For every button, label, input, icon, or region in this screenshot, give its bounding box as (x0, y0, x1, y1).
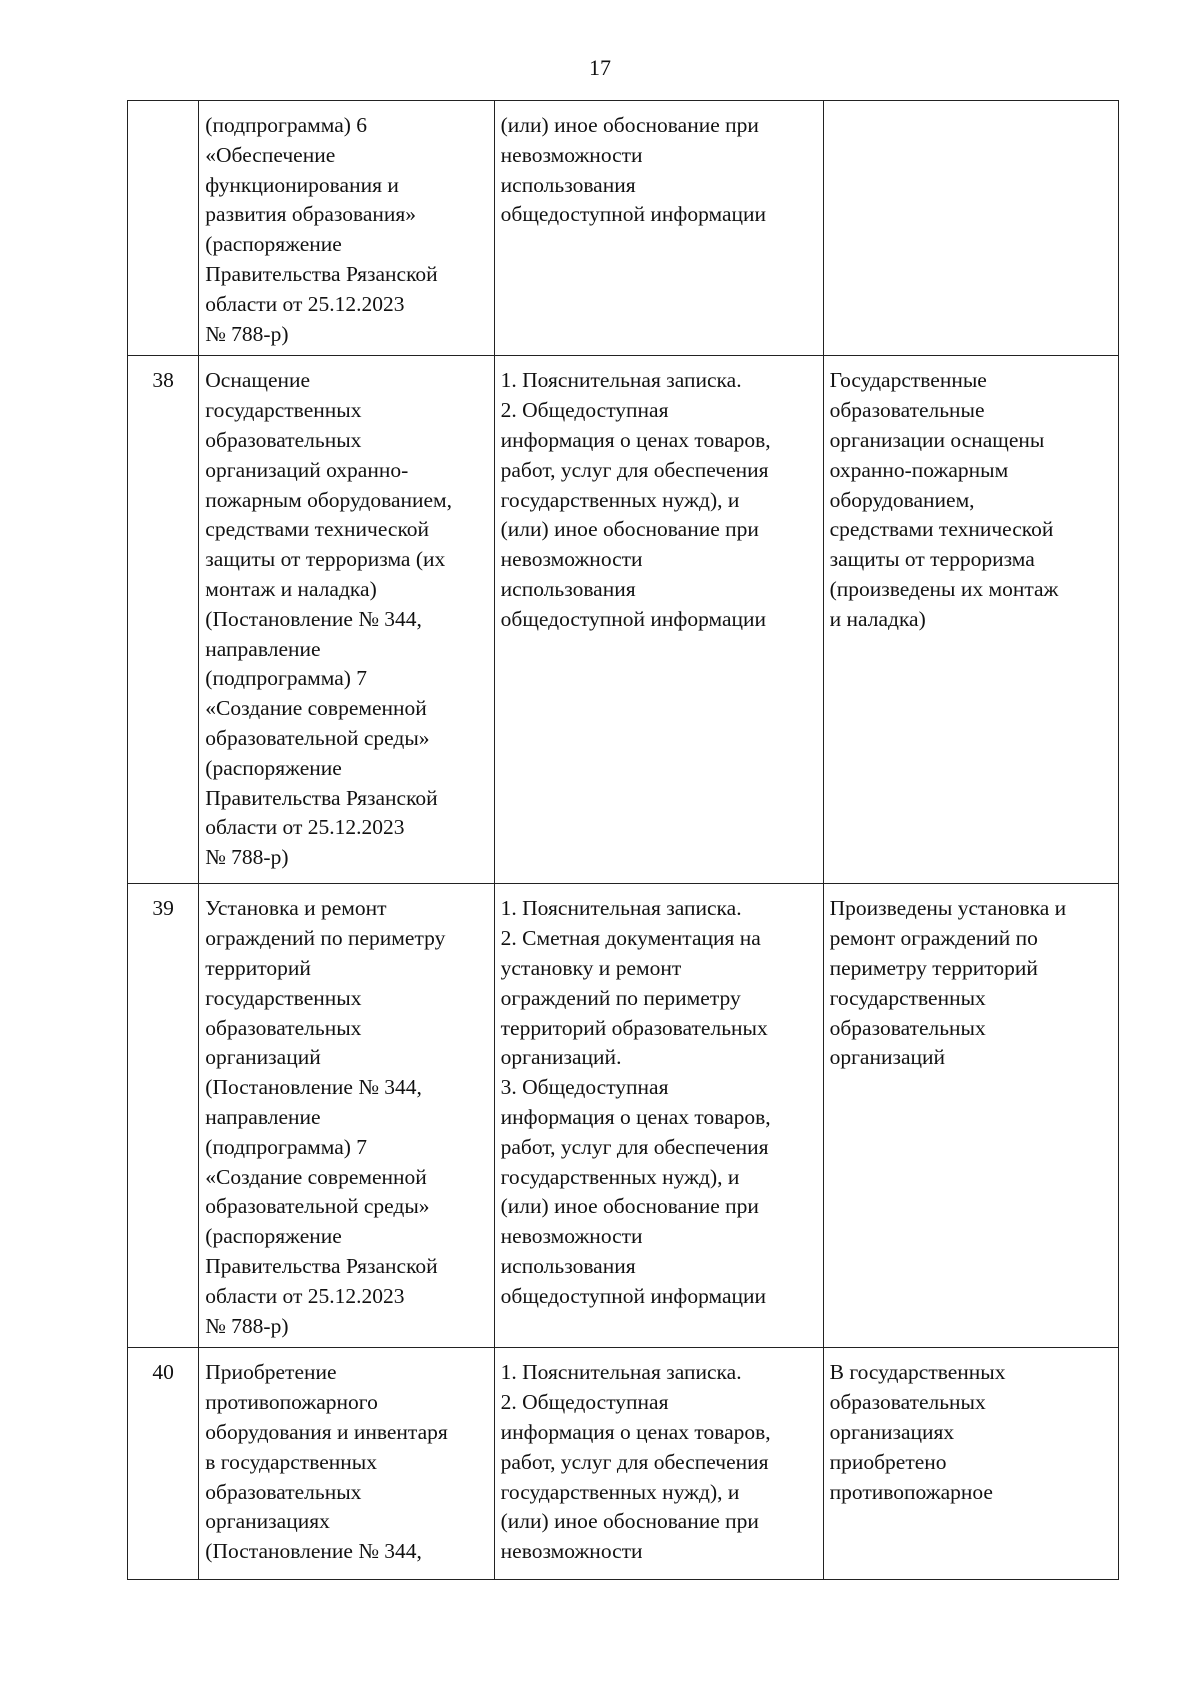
activity-name-line: № 788-р) (205, 1313, 289, 1338)
documents-line: 1. Пояснительная записка. (500, 1360, 742, 1385)
table-row (128, 101, 1119, 356)
activity-name-line: (Постановление № 344, (205, 1075, 422, 1100)
row-number-cell: 40 (128, 1348, 199, 1580)
documents-cell (494, 884, 823, 1348)
documents-line: работ, услуг для обеспечения (500, 1449, 769, 1474)
result-cell (823, 101, 1118, 356)
documents-line: (или) иное обоснование при (500, 1509, 759, 1534)
activity-name-line: (подпрограмма) 7 (205, 1134, 368, 1159)
table-row (128, 884, 1119, 1348)
documents-cell (494, 1348, 823, 1580)
row-number-cell: 38 (128, 356, 199, 884)
result-line: ремонт ограждений по (829, 926, 1038, 951)
activity-name-line: организациях (205, 1509, 330, 1534)
result-line: организации оснащены (829, 427, 1045, 452)
result-cell (823, 1348, 1118, 1580)
result-line: оборудованием, (829, 487, 975, 512)
result-line: Произведены установка и (829, 896, 1067, 921)
documents-line: использования (500, 172, 636, 197)
documents-line: 3. Общедоступная (500, 1075, 669, 1100)
activity-name-line: Оснащение (205, 368, 311, 393)
activity-name-line: Правительства Рязанской (205, 785, 438, 810)
documents-line: (или) иное обоснование при (500, 517, 759, 542)
activity-name-line: образовательных (205, 427, 362, 452)
activity-name-line: государственных (205, 985, 362, 1010)
table-row (128, 1348, 1119, 1580)
documents-line: информация о ценах товаров, (500, 1419, 771, 1444)
row-number-cell (128, 101, 199, 356)
activity-name-line: образовательных (205, 1479, 362, 1504)
activity-name-line: развития образования» (205, 202, 417, 227)
result-line: охранно-пожарным (829, 457, 1009, 482)
activity-name-line: территорий (205, 955, 311, 980)
activity-name-line: № 788-р) (205, 321, 289, 346)
documents-line: невозможности (500, 1539, 643, 1564)
documents-line: территорий образовательных (500, 1015, 768, 1040)
documents-line: государственных нужд), и (500, 1479, 740, 1504)
activity-name-line: Правительства Рязанской (205, 1253, 438, 1278)
activity-name-line: Правительства Рязанской (205, 261, 438, 286)
result-line: образовательных (829, 1015, 986, 1040)
activity-name-cell (199, 101, 494, 356)
result-line: организациях (829, 1419, 955, 1444)
activity-name-line: организаций (205, 1045, 321, 1070)
result-line: и наладка) (829, 606, 926, 631)
activity-name-line: (распоряжение (205, 755, 342, 780)
activity-name-line: области от 25.12.2023 (205, 1283, 405, 1308)
documents-cell (494, 356, 823, 884)
activity-name-line: (распоряжение (205, 1224, 342, 1249)
activity-name-line: (Постановление № 344, (205, 606, 422, 631)
activity-name-line: «Создание современной (205, 696, 427, 721)
activity-name-line: государственных (205, 398, 362, 423)
documents-line: 2. Общедоступная (500, 1390, 669, 1415)
documents-cell (494, 101, 823, 356)
result-line: защиты от терроризма (829, 547, 1035, 572)
documents-line: работ, услуг для обеспечения (500, 1134, 769, 1159)
activity-name-line: (Постановление № 344, (205, 1539, 422, 1564)
result-cell (823, 884, 1118, 1348)
documents-line: использования (500, 1253, 636, 1278)
documents-line: 1. Пояснительная записка. (500, 368, 742, 393)
documents-line: общедоступной информации (500, 202, 767, 227)
activity-name-line: Приобретение (205, 1360, 337, 1385)
activity-name-line: организаций охранно- (205, 457, 409, 482)
result-line: В государственных (829, 1360, 1006, 1385)
page-number: 17 (589, 55, 611, 80)
result-line: периметру территорий (829, 955, 1038, 980)
result-line: образовательные (829, 398, 985, 423)
document-table (127, 100, 1119, 1580)
documents-line: государственных нужд), и (500, 487, 740, 512)
activity-name-line: Установка и ремонт (205, 896, 387, 921)
activity-name-line: ограждений по периметру (205, 926, 446, 951)
result-line: Государственные (829, 368, 987, 393)
documents-line: государственных нужд), и (500, 1164, 740, 1189)
documents-line: невозможности (500, 142, 643, 167)
documents-line: 2. Сметная документация на (500, 926, 761, 951)
activity-name-line: области от 25.12.2023 (205, 291, 405, 316)
documents-line: информация о ценах товаров, (500, 427, 771, 452)
activity-name-cell (199, 884, 494, 1348)
activity-name-line: образовательных (205, 1015, 362, 1040)
documents-line: (или) иное обоснование при (500, 1194, 759, 1219)
activity-name-line: области от 25.12.2023 (205, 815, 405, 840)
activity-name-line: направление (205, 636, 321, 661)
documents-line: 2. Общедоступная (500, 398, 669, 423)
result-cell (823, 356, 1118, 884)
activity-name-line: «Обеспечение (205, 142, 336, 167)
documents-line: работ, услуг для обеспечения (500, 457, 769, 482)
activity-name-line: образовательной среды» (205, 1194, 430, 1219)
activity-name-line: функционирования и (205, 172, 399, 197)
activity-name-line: пожарным оборудованием, (205, 487, 453, 512)
activity-name-line: в государственных (205, 1449, 377, 1474)
documents-line: общедоступной информации (500, 606, 767, 631)
result-line: приобретено (829, 1449, 947, 1474)
activity-name-line: направление (205, 1104, 321, 1129)
activity-name-cell (199, 1348, 494, 1580)
documents-line: организаций. (500, 1045, 622, 1070)
activity-name-line: (распоряжение (205, 232, 342, 257)
documents-line: установку и ремонт (500, 955, 682, 980)
documents-line: общедоступной информации (500, 1283, 767, 1308)
result-line: противопожарное (829, 1479, 993, 1504)
activity-name-line: «Создание современной (205, 1164, 427, 1189)
documents-line: ограждений по периметру (500, 985, 741, 1010)
documents-line: информация о ценах товаров, (500, 1104, 771, 1129)
activity-name-line: (подпрограмма) 6 (205, 113, 368, 137)
documents-line: невозможности (500, 1224, 643, 1249)
activity-name-line: (подпрограмма) 7 (205, 666, 368, 691)
result-line: образовательных (829, 1390, 986, 1415)
activity-name-line: оборудования и инвентаря (205, 1419, 448, 1444)
activity-name-line: монтаж и наладка) (205, 576, 377, 601)
activity-name-line: противопожарного (205, 1390, 378, 1415)
table-row (128, 356, 1119, 884)
table-body (128, 101, 1119, 1580)
result-line: государственных (829, 985, 986, 1010)
activity-name-line: защиты от терроризма (их (205, 547, 446, 572)
documents-line: 1. Пояснительная записка. (500, 896, 742, 921)
row-number-cell: 39 (128, 884, 199, 1348)
activity-name-line: № 788-р) (205, 845, 289, 870)
result-line: (произведены их монтаж (829, 576, 1059, 601)
result-line: средствами технической (829, 517, 1054, 542)
activity-name-line: образовательной среды» (205, 725, 430, 750)
documents-line: использования (500, 576, 636, 601)
result-line: организаций (829, 1045, 946, 1070)
documents-line: (или) иное обоснование при (500, 113, 759, 137)
activity-name-cell (199, 356, 494, 884)
activity-name-line: средствами технической (205, 517, 430, 542)
documents-line: невозможности (500, 547, 643, 572)
